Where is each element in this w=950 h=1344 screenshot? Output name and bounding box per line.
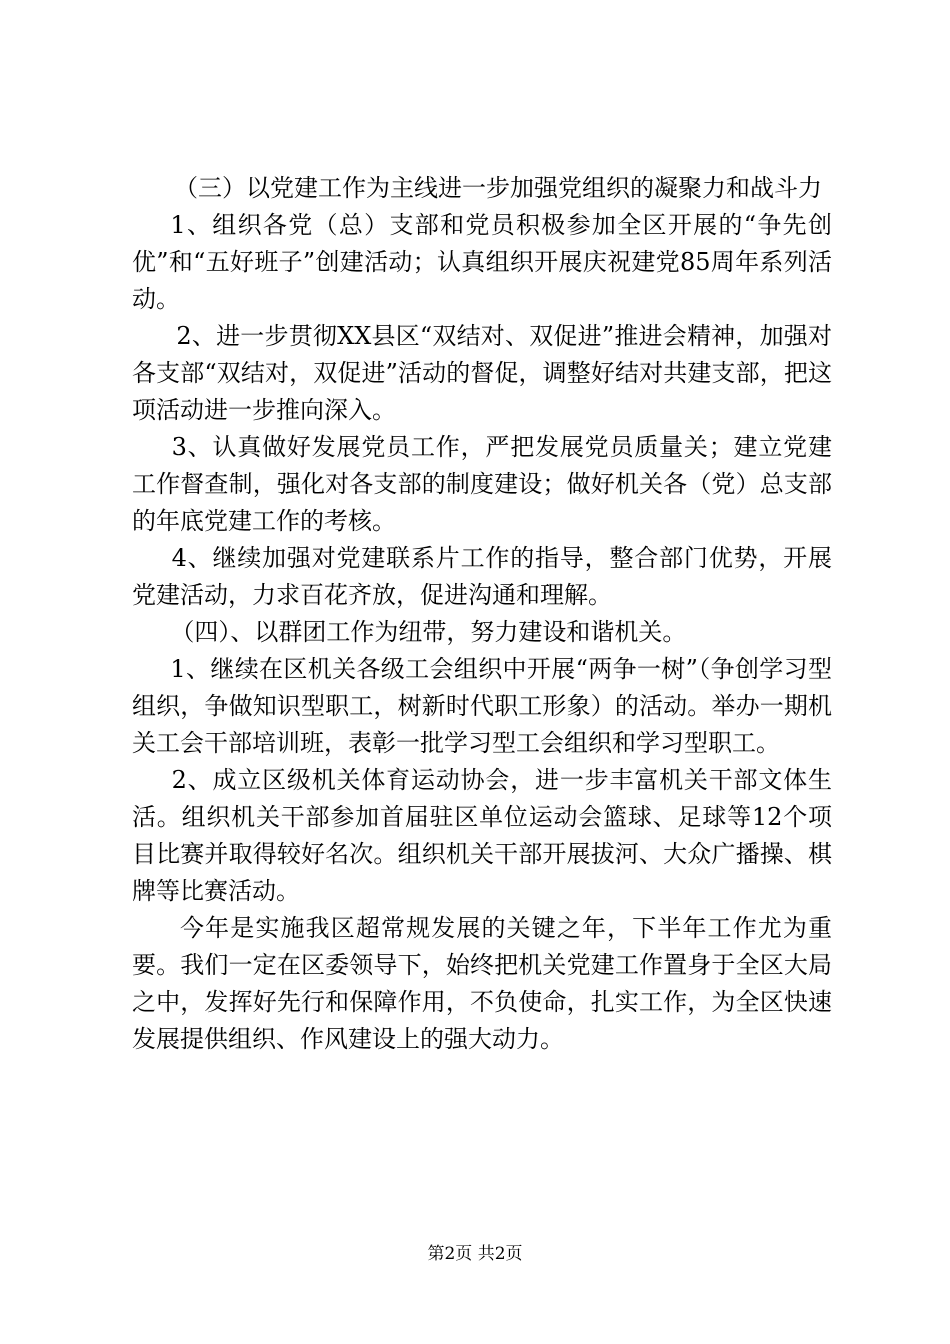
paragraph: 2、成立区级机关体育运动协会，进一步丰富机关干部文体生活。组织机关干部参加首届驻区单位运动会篮球、足球等12个项目比赛并取得较好名次。组织机关干部开展拔河、大众广播操、棋牌等比赛活动。 (132, 766, 832, 905)
document-body (132, 170, 832, 1058)
paragraph: 4、继续加强对党建联系片工作的指导，整合部门优势，开展党建活动，力求百花齐放，促进沟通和理解。 (132, 544, 832, 609)
section-heading-four: （四）、以群团工作为纽带，努力建设和谐机关。 (170, 618, 687, 646)
page-footer: 第2页 共2页 (427, 1244, 523, 1264)
paragraph: 3、认真做好发展党员工作，严把发展党员质量关；建立党建工作督查制，强化对各支部的制度建设；做好机关各（党）总支部的年底党建工作的考核。 (132, 433, 832, 535)
paragraph: 1、组织各党（总）支部和党员积极参加全区开展的“争先创优”和“五好班子”创建活动；认真组织开展庆祝建党85周年系列活动。 (132, 211, 832, 313)
closing-paragraph: 今年是实施我区超常规发展的关键之年，下半年工作尤为重要。我们一定在区委领导下，始终把机关党建工作置身于全区大局之中，发挥好先行和保障作用，不负使命，扎实工作，为全区快速发展提供组织、作风建设上的强大动力。 (132, 914, 832, 1053)
paragraph: 1、继续在区机关各级工会组织中开展“两争一树”（争创学习型组织，争做知识型职工，树新时代职工形象）的活动。举办一期机关工会干部培训班，表彰一批学习型工会组织和学习型职工。 (132, 655, 832, 757)
paragraph: 2、进一步贯彻XX县区“双结对、双促进”推进会精神，加强对各支部“双结对，双促进”活动的督促，调整好结对共建支部，把这项活动进一步推向深入。 (132, 322, 832, 424)
section-heading-three: （三）以党建工作为主线进一步加强党组织的凝聚力和战斗力 (174, 174, 822, 202)
